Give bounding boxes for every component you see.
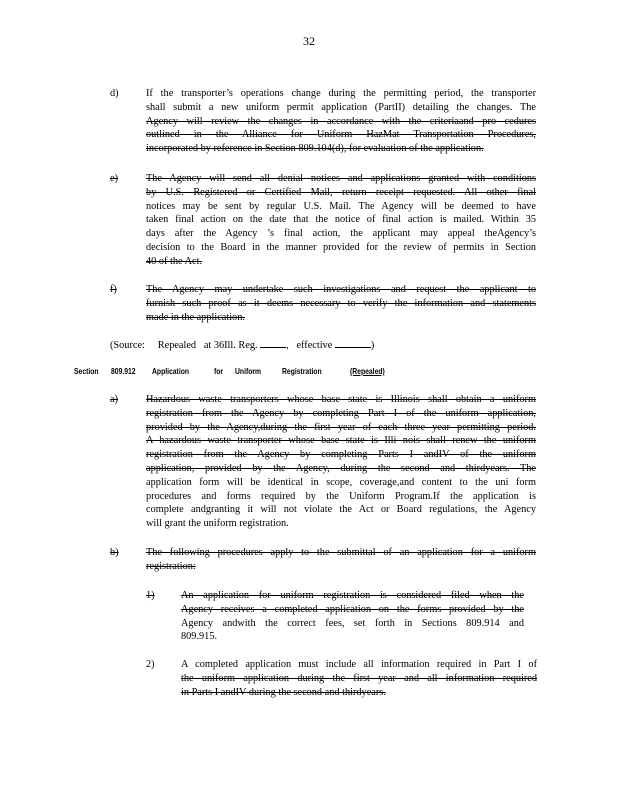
item-label-e: e) xyxy=(110,173,118,184)
paragraph-e xyxy=(146,172,536,269)
paragraph-f xyxy=(146,283,536,324)
section-title-4: Registration xyxy=(282,367,322,376)
source-register: at 36Ill. Reg. xyxy=(203,340,258,351)
source-close: ) xyxy=(370,340,375,351)
text-line: furnish such proof as it deems necessary to verify the information and statements xyxy=(146,297,536,309)
text-line: application, provided by the Agency, during the second and thirdyears. The xyxy=(146,462,536,474)
text-line: decision to the Board in the manner provided for the review of permits in Section xyxy=(146,241,536,253)
item-label-b2: 2) xyxy=(146,659,155,670)
source-prefix: (Source: xyxy=(110,340,145,351)
section-title-2: for xyxy=(214,367,224,376)
paragraph-b1 xyxy=(181,589,524,644)
text-line: 40 of the Act. xyxy=(146,255,203,267)
text-line: A completed application must include all information required in Part I of xyxy=(181,659,537,670)
section-title-1: Application xyxy=(152,367,190,376)
text-line: shall submit a new uniform permit application (PartII) detailing the changes. The xyxy=(146,101,536,113)
text-line: registration: xyxy=(146,560,196,572)
source-note: (Source: Repealed at 36Ill. Reg. , effective ) xyxy=(110,340,375,351)
paragraph-b2 xyxy=(181,658,537,699)
paragraph-d xyxy=(146,87,536,156)
text-line: made in the application. xyxy=(146,311,245,323)
section-number: 809.912 xyxy=(111,367,136,376)
source-effective: effective xyxy=(296,340,333,351)
text-line: days after the Agency ’s final action, the applicant may appeal theAgency’s xyxy=(146,228,536,240)
item-label-b: b) xyxy=(110,547,119,558)
source-repealed: Repealed xyxy=(157,340,197,351)
section-word: Section xyxy=(74,367,99,376)
section-title-3: Uniform xyxy=(235,367,262,376)
text-line: An application for uniform registration is considered filed when the xyxy=(181,590,524,601)
item-label-a: a) xyxy=(110,394,118,405)
text-line: Hazardous waste transporters whose base state is Illinois shall obtain a uniform xyxy=(146,394,536,405)
text-line: 809.915. xyxy=(181,631,218,643)
text-line: registration from the Agency by completing Parts I andIV of the uniform xyxy=(146,449,536,461)
text-line: The Agency will send all denial notices and applications granted with conditions xyxy=(146,173,536,184)
text-line: in Parts I andIV during the second and thirdyears. xyxy=(181,686,386,698)
paragraph-b xyxy=(146,546,536,574)
effective-blank xyxy=(335,338,371,348)
text-line: outlined in the Alliance for Uniform HazMat Transportation Procedures, xyxy=(146,129,536,141)
text-line: complete andgranting it will not violate the Act or Board regulations, the Agency xyxy=(146,504,536,516)
text-line: The Agency may undertake such investigations and request the applicant to xyxy=(146,284,536,295)
text-line: Agency andwith the correct fees, set forth in Sections 809.914 and xyxy=(181,617,524,629)
text-line: application form will be identical in scope, coverage,and content to the uni form xyxy=(146,476,536,488)
text-line: incorporated by reference in Section 809.104(d), for evaluation of the application. xyxy=(146,143,484,155)
register-blank xyxy=(260,338,286,348)
text-line: A hazardous waste transporter whose base state is Illi nois shall renew the uniform xyxy=(146,435,536,447)
text-line: The following procedures apply to the submittal of an application for a uniform xyxy=(146,547,536,558)
text-line: by U.S. Registered or Certified Mail, return receipt requested. All other final xyxy=(146,186,536,198)
text-line: notices may be sent by regular U.S. Mail. The Agency will be deemed to have xyxy=(146,200,536,212)
text-line: Agency will review the changes in accordance with the criteriaand pro cedures xyxy=(146,115,536,127)
item-label-b1: 1) xyxy=(146,590,155,601)
text-line: Agency receives a completed application on the forms provided by the xyxy=(181,603,524,615)
text-line: procedures and forms required by the Uniform Program.If the application is xyxy=(146,490,536,502)
text-line: will grant the uniform registration. xyxy=(146,518,289,530)
section-status: (Repealed) xyxy=(350,367,385,376)
page-number: 32 xyxy=(303,34,315,48)
text-line: If the transporter’s operations change during the permitting period, the transporter xyxy=(146,88,536,99)
text-line: provided by the Agency,during the first year of each three year permitting period. xyxy=(146,421,536,433)
text-line: the uniform application during the first year and all information required xyxy=(181,672,537,684)
text-line: taken final action on the date that the notice of final action is mailed. Within 35 xyxy=(146,214,536,226)
text-line: registration from the Agency by completing Part I of the uniform application, xyxy=(146,407,536,419)
paragraph-a xyxy=(146,393,536,531)
item-label-d: d) xyxy=(110,88,119,99)
item-label-f: f) xyxy=(110,284,117,295)
